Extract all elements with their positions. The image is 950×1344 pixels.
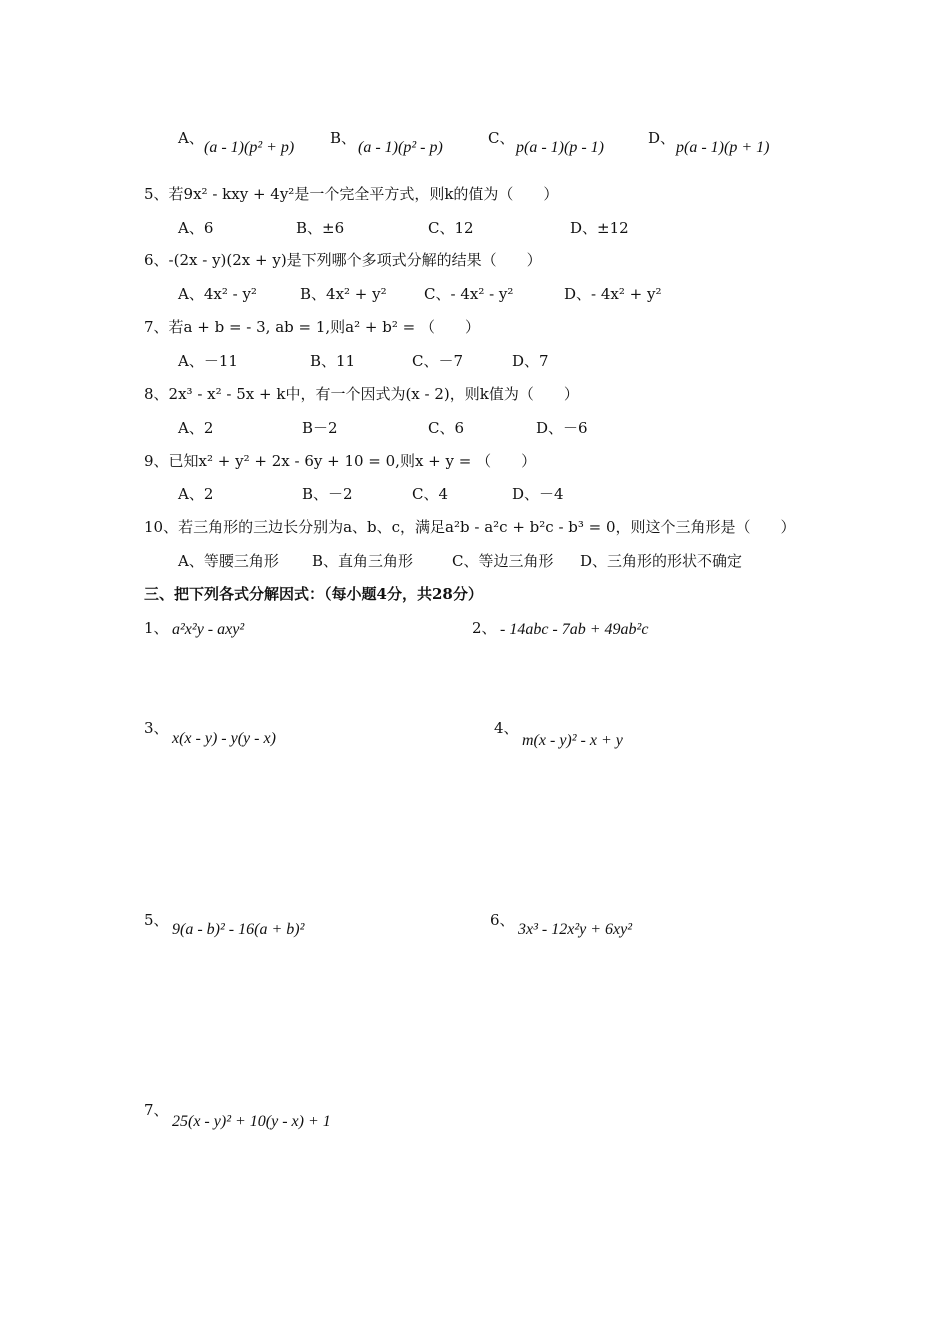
q5-stem: 5、若9x² - kxy + 4y²是一个完全平方式，则k的值为（ ） (144, 185, 559, 203)
s3-item1-expr: a²x²y - axy² (172, 621, 245, 638)
q5-option-b: B、±6 (296, 219, 345, 237)
q4-option-c-expr: p(a - 1)(p - 1) (516, 139, 604, 156)
s3-item6-num: 6、 (490, 911, 515, 929)
q10-stem: 10、若三角形的三边长分别为a、b、c，满足a²b - a²c + b²c - b³ = 0，则这个三角形是（ ） (144, 518, 796, 536)
q9-stem: 9、已知x² + y² + 2x - 6y + 10 = 0,则x + y = （ ） (144, 452, 537, 470)
q4-option-d-expr: p(a - 1)(p + 1) (676, 139, 770, 156)
q4-option-c-label: C、 (488, 129, 515, 147)
q10-option-a: A、等腰三角形 (178, 552, 279, 570)
q10-option-b: B、直角三角形 (312, 552, 414, 570)
q4-option-a-expr: (a - 1)(p² + p) (204, 139, 295, 156)
s3-item4-expr: m(x - y)² - x + y (522, 732, 623, 749)
q10-option-c: C、等边三角形 (452, 552, 554, 570)
q8-option-b: B－2 (302, 419, 338, 437)
q9-option-d: D、－4 (512, 485, 564, 503)
q4-option-a-label: A、 (178, 129, 204, 147)
s3-item1-num: 1、 (144, 619, 169, 637)
q7-option-a: A、－11 (178, 352, 238, 370)
q7-option-b: B、11 (310, 352, 356, 370)
q6-option-a: A、4x² - y² (178, 285, 257, 303)
q4-option-b-label: B、 (330, 129, 357, 147)
q8-option-d: D、－6 (536, 419, 588, 437)
s3-item5-num: 5、 (144, 911, 169, 929)
s3-item5-expr: 9(a - b)² - 16(a + b)² (172, 921, 305, 938)
q5-option-a: A、6 (178, 219, 214, 237)
s3-item3-expr: x(x - y) - y(y - x) (172, 730, 276, 747)
q4-option-d-label: D、 (648, 129, 676, 147)
q9-option-b: B、－2 (302, 485, 353, 503)
q4-option-b-expr: (a - 1)(p² - p) (358, 139, 443, 156)
q6-option-c: C、- 4x² - y² (424, 285, 514, 303)
q7-stem: 7、若a + b = - 3, ab = 1,则a² + b² = （ ） (144, 318, 480, 336)
s3-item2-expr: - 14abc - 7ab + 49ab²c (500, 621, 649, 638)
q7-option-d: D、7 (512, 352, 549, 370)
q5-option-c: C、12 (428, 219, 474, 237)
q5-option-d: D、±12 (570, 219, 629, 237)
q6-option-d: D、- 4x² + y² (564, 285, 662, 303)
q8-option-a: A、2 (178, 419, 214, 437)
s3-item2-num: 2、 (472, 619, 497, 637)
q8-option-c: C、6 (428, 419, 465, 437)
q7-option-c: C、－7 (412, 352, 464, 370)
s3-item6-expr: 3x³ - 12x²y + 6xy² (518, 921, 633, 938)
q10-option-d: D、三角形的形状不确定 (580, 552, 743, 570)
q6-stem: 6、-(2x - y)(2x + y)是下列哪个多项式分解的结果（ ） (144, 251, 542, 269)
q6-option-b: B、4x² + y² (300, 285, 387, 303)
s3-item7-num: 7、 (144, 1101, 169, 1119)
section3-title: 三、把下列各式分解因式：（每小题4分，共28分） (144, 585, 483, 603)
s3-item7-expr: 25(x - y)² + 10(y - x) + 1 (172, 1113, 331, 1130)
q8-stem: 8、2x³ - x² - 5x + k中，有一个因式为(x - 2)，则k值为（ ） (144, 385, 579, 403)
s3-item3-num: 3、 (144, 719, 169, 737)
q9-option-c: C、4 (412, 485, 449, 503)
s3-item4-num: 4、 (494, 719, 519, 737)
q9-option-a: A、2 (178, 485, 214, 503)
